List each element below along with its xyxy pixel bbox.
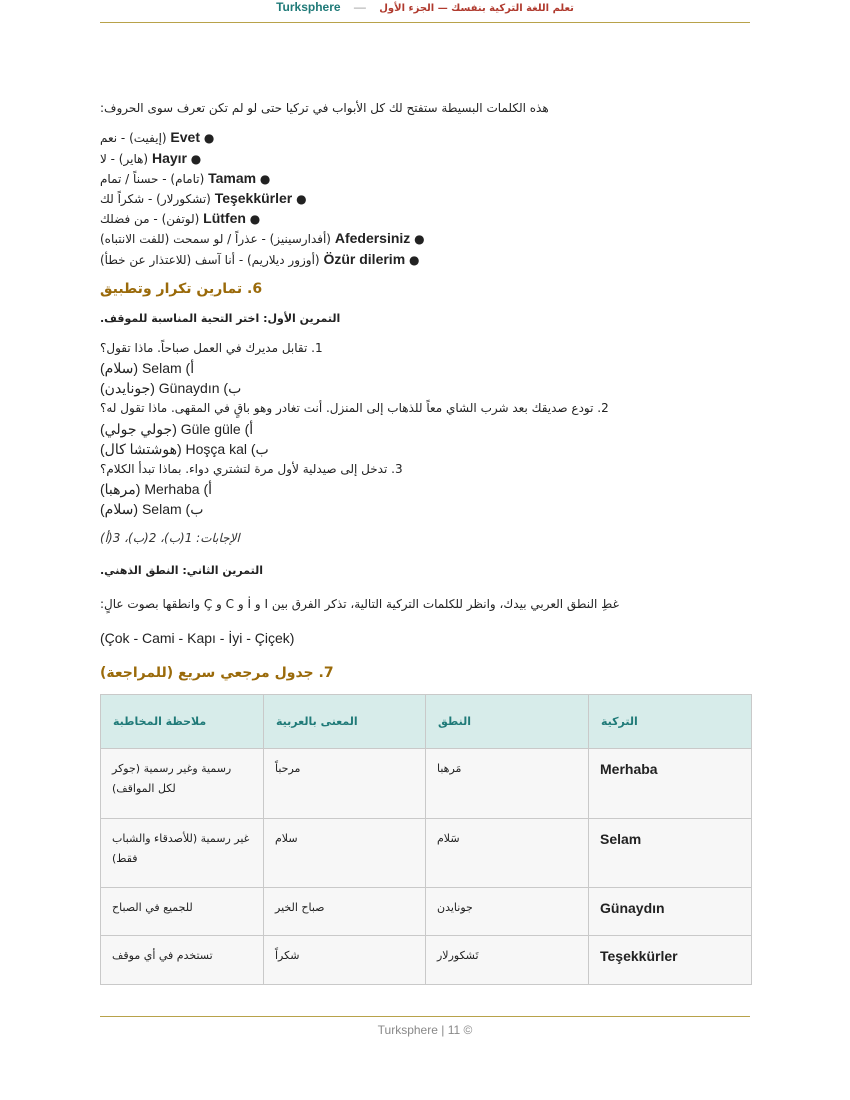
cell-note: للجميع في الصباح bbox=[101, 888, 264, 936]
cell-meaning: سلام bbox=[264, 819, 426, 888]
cell-note: رسمية وغير رسمية (جوكر لكل المواقف) bbox=[101, 749, 264, 819]
cell-turkish: Selam bbox=[589, 819, 752, 888]
question-3-option-b: ب) Selam (سلام) bbox=[100, 501, 204, 517]
reference-table bbox=[100, 694, 752, 985]
exercise-1-answers: الإجابات: 1(ب)، 2(ب)، 3(أ) bbox=[100, 531, 240, 545]
cell-pronunciation: سَلام bbox=[426, 819, 589, 888]
cell-pronunciation: مَرهبا bbox=[426, 749, 589, 819]
word-item: ● Tamam (تامام) - حسناً / تمام bbox=[100, 170, 271, 186]
document-title: تعلم اللغة التركية بنفسك — الجزء الأول bbox=[379, 3, 574, 14]
word-item: ● Özür dilerim (أوزور ديلاريم) - أنا آسف (للاعتذار عن خطأ) bbox=[100, 251, 420, 267]
intro-text: هذه الكلمات البسيطة ستفتح لك كل الأبواب في تركيا حتى لو لم تكن تعرف سوى الحروف: bbox=[100, 101, 549, 115]
question-3-option-a: أ) Merhaba (مرهبا) bbox=[100, 481, 213, 497]
cell-meaning: صباح الخير bbox=[264, 888, 426, 936]
page-header bbox=[100, 0, 750, 23]
question-2-option-b: ب) Hoşça kal (هوشتشا كال) bbox=[100, 441, 269, 457]
footer-divider bbox=[100, 1016, 750, 1017]
cell-meaning: مرحباً bbox=[264, 749, 426, 819]
question-1-option-b: ب) Günaydın (جونايدن) bbox=[100, 380, 242, 396]
header-separator: — bbox=[353, 0, 366, 14]
question-3: 3. تدخل إلى صيدلية لأول مرة لتشتري دواء. بماذا تبدأ الكلام؟ bbox=[100, 462, 403, 476]
cell-note: تستخدم في أي موقف bbox=[101, 936, 264, 985]
question-2-option-a: أ) Güle güle (جولي جولي) bbox=[100, 421, 254, 437]
cell-pronunciation: تَشكورلار bbox=[426, 936, 589, 985]
word-item: ● Afedersiniz (أفدارسينيز) - عذراً / لو سمحت (للفت الانتباه) bbox=[100, 230, 425, 246]
exercise-1-title: التمرين الأول: اختر التحية المناسبة للموقف. bbox=[100, 312, 341, 325]
word-item: ● Hayır (هاير) - لا bbox=[100, 150, 202, 166]
table-header-row bbox=[101, 695, 752, 749]
exercise-2-instruction: غطِ النطق العربي بيدك، وانظر للكلمات التركية التالية، تذكر الفرق بين I و İ و C و Ç وانطقها بصوت عالٍ: bbox=[100, 597, 619, 611]
table-row bbox=[101, 819, 752, 888]
question-1: 1. تقابل مديرك في العمل صباحاً. ماذا تقول؟ bbox=[100, 341, 323, 355]
table-row bbox=[101, 888, 752, 936]
section-6-heading: 6. تمارين تكرار وتطبيق bbox=[100, 281, 263, 297]
header-arabic-meaning: المعنى بالعربية bbox=[264, 695, 426, 749]
header-pronunciation: النطق bbox=[426, 695, 589, 749]
cell-turkish: Merhaba bbox=[589, 749, 752, 819]
header-address-note: ملاحظة المخاطبة bbox=[101, 695, 264, 749]
word-item: ● Teşekkürler (تشكورلار) - شكراً لك bbox=[100, 190, 307, 206]
cell-note: غير رسمية (للأصدقاء والشباب فقط) bbox=[101, 819, 264, 888]
word-item: ● Evet (إيفيت) - نعم bbox=[100, 129, 215, 145]
exercise-2-title: التمرين الثاني: النطق الذهني. bbox=[100, 564, 264, 577]
cell-pronunciation: جونايدن bbox=[426, 888, 589, 936]
question-1-option-a: أ) Selam (سلام) bbox=[100, 360, 195, 376]
word-item: ● Lütfen (لوتفن) - من فضلك bbox=[100, 210, 261, 226]
brand-name: Turksphere bbox=[276, 0, 341, 14]
table-row bbox=[101, 749, 752, 819]
exercise-2-words: (Çok - Cami - Kapı - İyi - Çiçek) bbox=[100, 630, 295, 646]
table-row bbox=[101, 936, 752, 985]
page-footer: Turksphere | 11 © bbox=[377, 1023, 473, 1037]
header-turkish: التركية bbox=[589, 695, 752, 749]
section-7-heading: 7. جدول مرجعي سريع (للمراجعة) bbox=[100, 665, 334, 681]
cell-meaning: شكراً bbox=[264, 936, 426, 985]
cell-turkish: Günaydın bbox=[589, 888, 752, 936]
question-2: 2. تودع صديقك بعد شرب الشاي معاً للذهاب إلى المنزل. أنت تغادر وهو باقٍ في المقهى. ماذا تقول له؟ bbox=[100, 401, 609, 415]
cell-turkish: Teşekkürler bbox=[589, 936, 752, 985]
